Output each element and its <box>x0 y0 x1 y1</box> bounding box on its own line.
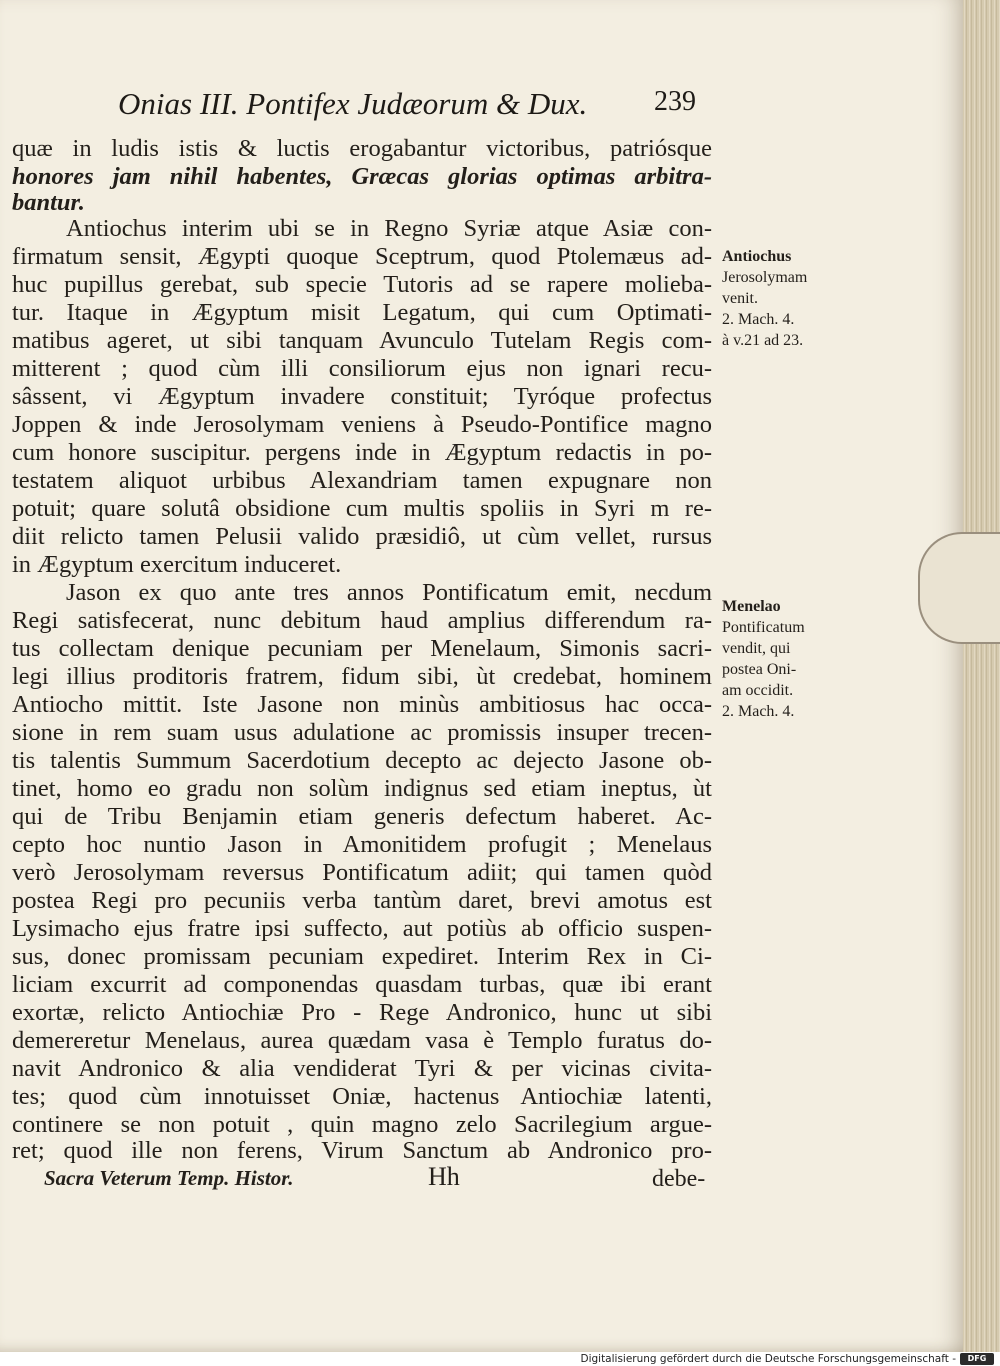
text-line: exortæ, relicto Antiochiæ Pro - Rege Andronico, hunc ut sibi <box>12 999 712 1026</box>
page-header <box>0 86 963 126</box>
text-line: verò Jerosolymam reversus Pontificatum adiit; qui tamen quòd <box>12 859 712 886</box>
text-line: tes; quod cùm innotuisset Oniæ, hactenus Antiochiæ latenti, <box>12 1083 712 1110</box>
text-line: tis talentis Summum Sacerdotium decepto ac dejecto Jasone ob- <box>12 747 712 774</box>
margin-note-line: 2. Mach. 4. <box>722 703 795 720</box>
text-line: Antiocho mittit. Iste Jasone non minùs ambitiosus hac occa- <box>12 691 712 718</box>
margin-note-line: am occidit. <box>722 682 794 699</box>
margin-note-line: à v.21 ad 23. <box>722 332 804 349</box>
text-line: quæ in ludis istis & luctis erogabantur victoribus, patriósque <box>12 135 712 162</box>
credit-text: Digitalisierung gefördert durch die Deutsche Forschungsgemeinschaft - <box>580 1353 956 1365</box>
text-line: continere se non potuit , quin magno zelo Sacrilegium argue- <box>12 1111 712 1138</box>
text-line: sione in rem suam usus adulatione ac promissis insuper trecen- <box>12 719 712 746</box>
dfg-logo: DFG <box>960 1353 994 1365</box>
margin-note-line: vendit, qui <box>722 640 791 657</box>
credit-bar <box>0 1352 1000 1366</box>
text-line: matibus ageret, ut sibi tanquam Avunculo Tutelam Regis com- <box>12 327 712 354</box>
text-line: bantur. <box>12 189 85 216</box>
text-line: liciam excurrit ad componendas quasdam turbas, quæ ibi erant <box>12 971 712 998</box>
text-line: huc pupillus gerebat, sub specie Tutoris ad se rapere molieba- <box>12 271 712 298</box>
text-line: testatem aliquot urbibus Alexandriam tamen expugnare non <box>12 467 712 494</box>
text-line: firmatum sensit, Ægypti quoque Sceptrum, quod Ptolemæus ad- <box>12 243 712 270</box>
text-line: mitterent ; quod cùm illi consiliorum ejus non ignari recu- <box>12 355 712 382</box>
margin-note <box>722 596 840 722</box>
text-line: sâssent, vi Ægyptum invadere constituit; Tyróque profectus <box>12 383 712 410</box>
text-line: navit Andronico & alia vendiderat Tyri & per vicinas civita- <box>12 1055 712 1082</box>
page-edges <box>963 0 1000 1352</box>
text-line: potuit; quare solutâ obsidione cum multis spoliis in Syri m re- <box>12 495 712 522</box>
text-line: ret; quod ille non ferens, Virum Sanctum ab Andronico pro- <box>12 1137 712 1164</box>
signature-mark: Sacra Veterum Temp. Histor. <box>44 1166 294 1190</box>
text-line: demereretur Menelaus, aurea quædam vasa è Templo furatus do- <box>12 1027 712 1054</box>
text-line: Regi satisfecerat, nunc debitum haud amplius differendum ra- <box>12 607 712 634</box>
text-line: postea Regi pro pecuniis verba tantùm daret, brevi amotus est <box>12 887 712 914</box>
page-footer <box>0 1162 963 1200</box>
catchword: debe- <box>652 1166 706 1192</box>
margin-note-line: venit. <box>722 290 758 307</box>
text-line: in Ægyptum exercitum induceret. <box>12 551 342 578</box>
margin-note-line: Antiochus <box>722 248 792 265</box>
text-line: cepto hoc nuntio Jason in Amonitidem profugit ; Menelaus <box>12 831 712 858</box>
text-line: sus, donec promissam pecuniam expediret. Interim Rex in Ci- <box>12 943 712 970</box>
text-line: Jason ex quo ante tres annos Pontificatum emit, necdum <box>66 579 712 606</box>
running-head: Onias III. Pontifex Judæorum & Dux. <box>118 86 588 121</box>
text-line: tinet, homo eo gradu non solùm indignus sed etiam ineptus, ùt <box>12 775 712 802</box>
margin-note-line: Jerosolymam <box>722 269 808 286</box>
text-line: qui de Tribu Benjamin etiam generis defectum haberet. Ac- <box>12 803 712 830</box>
text-line: legi illius proditoris fratrem, fidum sibi, ùt credebat, hominem <box>12 663 712 690</box>
gathering-mark: Hh <box>428 1162 460 1191</box>
page-clip <box>918 532 1000 644</box>
text-line: diit relicto tamen Pelusii valido præsidiô, ut cùm vellet, rursus <box>12 523 712 550</box>
text-line: Joppen & inde Jerosolymam veniens à Pseudo-Pontifice magno <box>12 411 712 438</box>
margin-note-line: 2. Mach. 4. <box>722 311 795 328</box>
margin-note <box>722 246 840 351</box>
text-line: Lysimacho ejus fratre ipsi suffecto, aut potiùs ab officio suspen- <box>12 915 712 942</box>
page-number: 239 <box>654 86 696 117</box>
text-line: tus collectam denique pecuniam per Menelaum, Simonis sacri- <box>12 635 712 662</box>
margin-note-line: postea Oni- <box>722 661 797 678</box>
text-line: Antiochus interim ubi se in Regno Syriæ atque Asiæ con- <box>66 215 712 242</box>
text-line: tur. Itaque in Ægyptum misit Legatum, qui cum Optimati- <box>12 299 712 326</box>
margin-note-line: Menelao <box>722 598 781 615</box>
text-line: cum honore suscipitur. pergens inde in Ægyptum redactis in po- <box>12 439 712 466</box>
margin-note-line: Pontificatum <box>722 619 805 636</box>
text-line: honores jam nihil habentes, Græcas glorias optimas arbitra- <box>12 163 712 190</box>
